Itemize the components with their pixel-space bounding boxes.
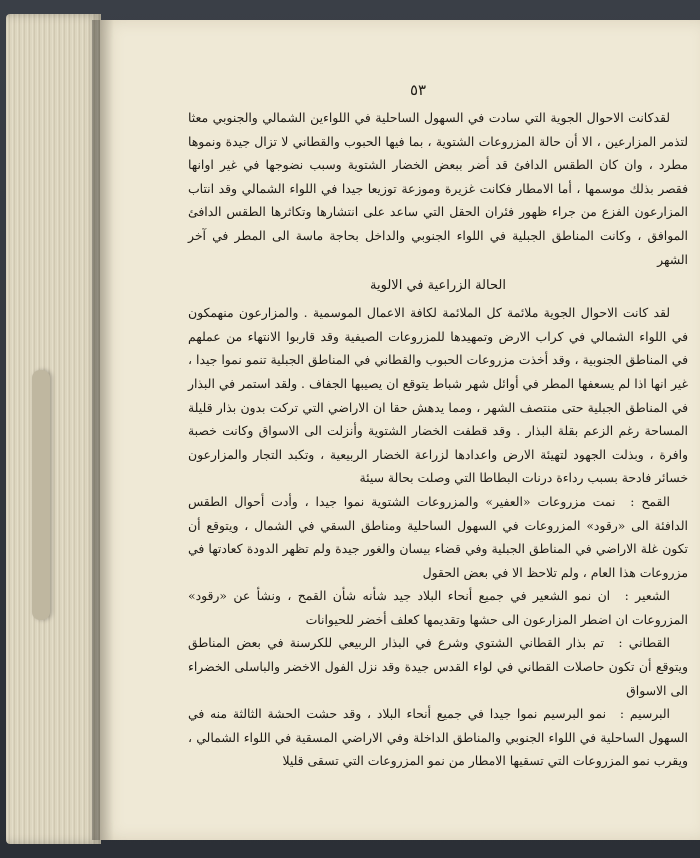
crop-text: تم بذار القطاني الشتوي وشرع في البذار الربيعي للكرسنة في بعض المناطق ويتوقع أن تكون حاصلات القطاني في لواء القدس جيدة وقد نزل الفول الاخضر والباسلى الخضراء الى الاسواق	[188, 635, 688, 698]
gutter-shadow	[92, 20, 114, 840]
crop-entry-barley	[188, 584, 688, 631]
crop-label: القطاني :	[618, 635, 670, 651]
page-number: ٥٣	[409, 81, 427, 99]
crop-entry-wheat	[188, 490, 688, 584]
text-column	[188, 80, 688, 773]
section-paragraph: لقد كانت الاحوال الجوية ملائمة كل الملائمة لكافة الاعمال الموسمية . والمزارعون منهمكون في اللواء الشمالي في كراب الارض وتمهيدها للمزروعات الصيفية وقد قاربوا الانتهاء من عملهم في المناطق الجنوبية ، وقد أخذت مزروعات الحبوب والقطاني في المناطق الجبلية تنمو نموا جيدا ، غير انها اذا لم يسعفها المطر في أوائل شهر شباط يتوقع ان يصيبها الجفاف . ولقد استمر في البذار في المناطق الجبلية حتى منتصف الشهر ، ومما يدهش حقا ان الاراضي التي تركت بدون بذار قليلة المساحة رغم الزعم بقلة البذار . وقد قطفت الخضار الشتوية وأنزلت الى الاسواق وكانت خصبة وافرة ، وبذلت الجهود لتهيئة الارض واعدادها لزراعة الخضار الربيعية ، وتكبد التجار والمزارعون خسائر فادحة بسبب رداءة درنات البطاطا التي وصلت بحالة سيئة	[188, 305, 688, 486]
crop-entry-legumes	[188, 631, 688, 702]
crop-text: نمت مزروعات «العفير» والمزروعات الشتوية نموا جيدا ، وأدت أحوال الطقس الدافئة الى «رقود» المزروعات في السهول الساحلية ومناطق السقي في الشمال ، ويتوقع أن تكون غلة الاراضي في المناطق الجبلية وفي قضاء بيسان والغور جيدة ولم تظهر الدودة كعادتها في مزروعات هذا العام ، ولم تلاحظ الا في بعض الحقول	[188, 493, 688, 580]
crop-entry-clover	[188, 702, 688, 773]
page-stack-edge	[6, 14, 101, 844]
crop-text: نمو البرسيم نموا جيدا في جميع أنحاء البلاد ، وقد حشت الحشة الثالثة منه في السهول الساحلية في اللواء الجنوبي والمناطق الداخلة وفي الاراضي المسقية في اللواء الشمالي ، ويقرب نمو المزروعات التي تسقيها الامطار من نمو المزروعات التي تسقى قليلا	[188, 706, 688, 769]
crop-label: القمح :	[630, 493, 670, 509]
crop-label: البرسيم :	[619, 706, 670, 722]
torn-page-edge	[32, 370, 50, 620]
crop-label: الشعير :	[624, 588, 670, 604]
section-heading: الحالة الزراعية في الالوية	[370, 278, 506, 294]
book-page	[100, 20, 700, 840]
intro-paragraph: لقدكانت الاحوال الجوية التي سادت في السهول الساحلية في اللواءين الشمالي والجنوبي معثا لتذمر المزارعين ، الا أن حالة المزروعات الشتوية ، بما فيها الحبوب والقطاني لا تزال جيدة ونموها مطرد ، وان كان الطقس الدافئ قد أضر ببعض الخضار الشتوية وسبب نضوجها في غير اوانها فقصر بذلك موسمها ، أما الامطار فكانت غزيرة وموزعة توزيعا جيدا في اللواء الشمالي وقد انتاب المزارعون الفزع من جراء ظهور فئران الحقل التي ساعد على انتشارها وتكاثرها الطقس الدافئ الموافق ، وكانت المناطق الجبلية في اللواء الجنوبي والداخل بحاجة ماسة الى المطر في آخر الشهر	[188, 110, 688, 267]
crop-text: ان نمو الشعير في جميع أنحاء البلاد جيد شأنه شأن القمح ، ونشأ عن «رقود» المزروعات ان اضطر المزارعون الى حشها وتقديمها كعلف أخضر للحيوانات	[188, 588, 688, 627]
